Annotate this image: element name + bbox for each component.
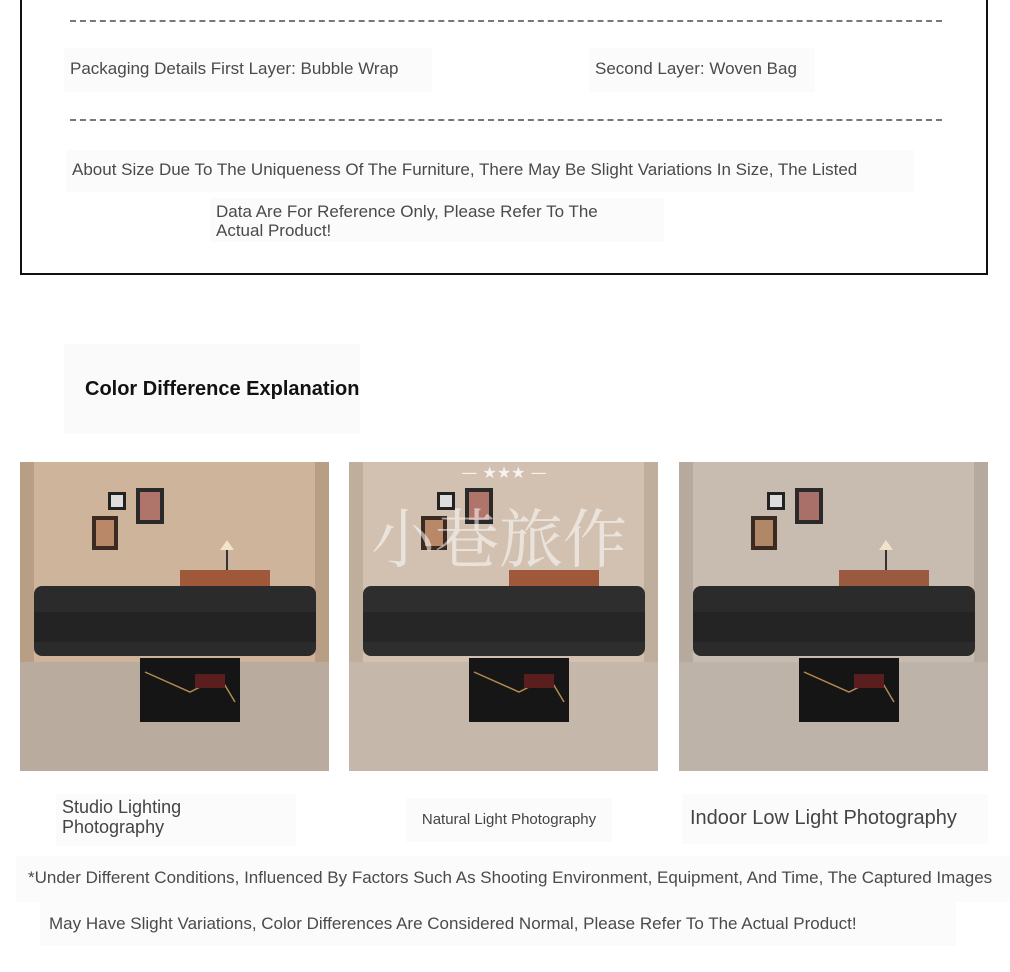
sofa-room-image (679, 462, 988, 771)
section-heading: Color Difference Explanation (85, 378, 360, 400)
sofa-room-image (349, 462, 658, 771)
caption-studio (56, 794, 296, 846)
sofa-photo-studio (20, 462, 329, 771)
caption-studio-line1: Studio Lighting (62, 797, 182, 817)
packaging-second-layer: Second Layer: Woven Bag (589, 48, 815, 92)
caption-natural: Natural Light Photography (406, 798, 612, 842)
size-note-line2a: Data Are For Reference Only, Please Refer To The (216, 202, 598, 221)
color-difference-heading-block (64, 344, 360, 434)
sofa-photo-natural (349, 462, 658, 771)
sofa-room-image (20, 462, 329, 771)
caption-low-light: Indoor Low Light Photography (682, 794, 988, 844)
size-note-line2-block (210, 198, 664, 242)
dashed-divider (70, 20, 942, 22)
footnote-line2: May Have Slight Variations, Color Differences Are Considered Normal, Please Refer To The Actual Product! (40, 902, 956, 946)
caption-studio-line2: Photography (62, 817, 165, 837)
footnote-line1: *Under Different Conditions, Influenced By Factors Such As Shooting Environment, Equipment, And Time, The Captured Images (16, 856, 1010, 902)
svg-text:— ★★★ —: — ★★★ — (461, 463, 547, 482)
size-note-line2b: Actual Product! (216, 221, 332, 240)
dashed-divider (70, 119, 942, 121)
watermark: 小巷旅作 (371, 504, 627, 578)
size-note-line1: About Size Due To The Uniqueness Of The Furniture, There May Be Slight Variations In Size, The Listed (66, 150, 914, 192)
sofa-photo-low-light (679, 462, 988, 771)
packaging-first-layer: Packaging Details First Layer: Bubble Wrap (64, 48, 432, 92)
